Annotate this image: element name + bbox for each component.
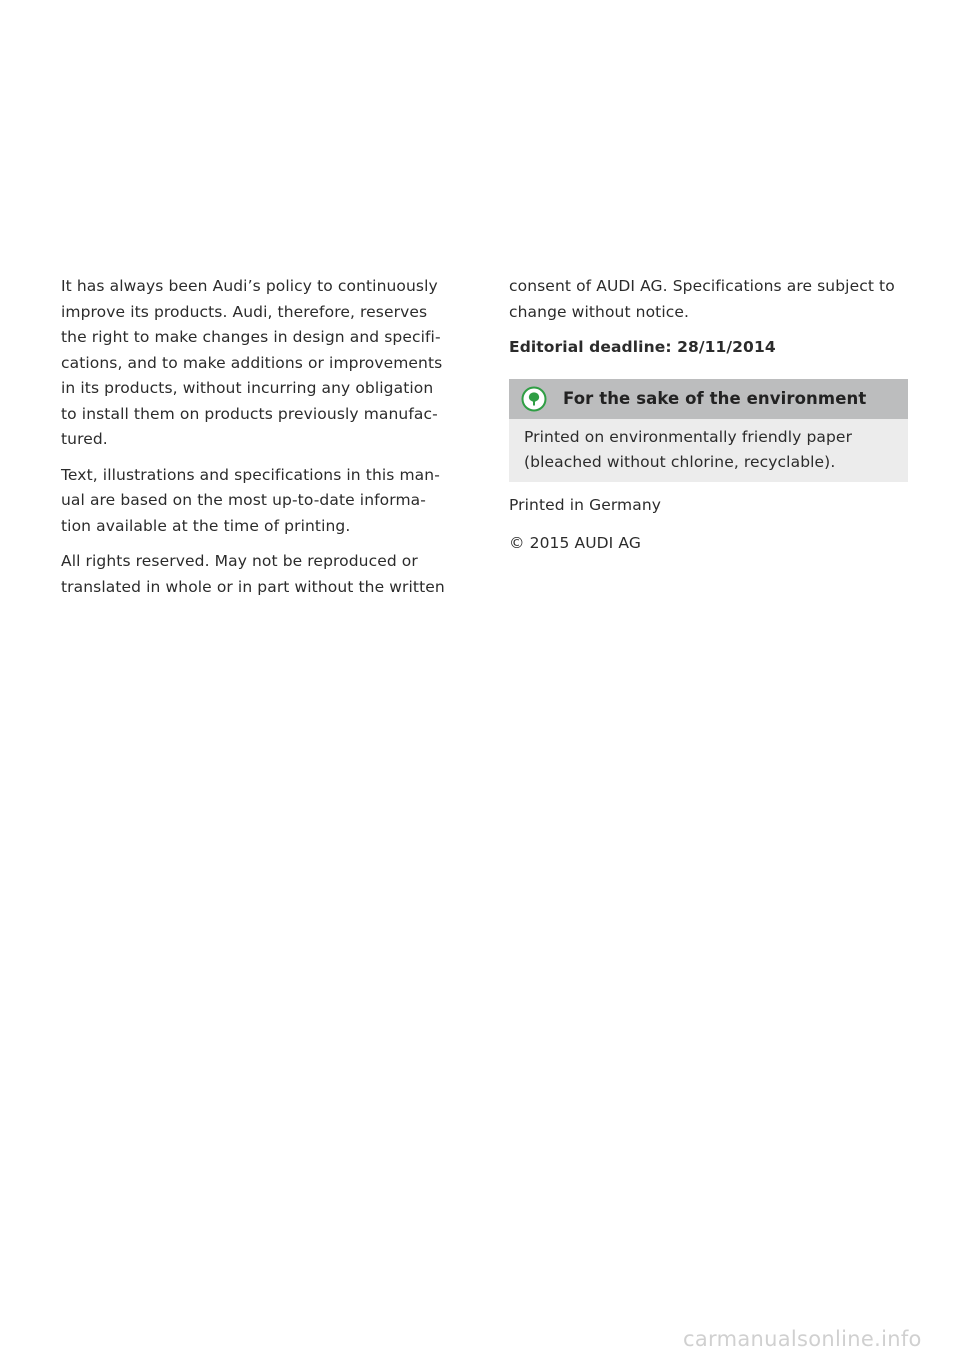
- tree-icon: [521, 386, 547, 412]
- text-line: All rights reserved. May not be reproduced or: [61, 552, 418, 570]
- left-column: [61, 274, 481, 610]
- text-line: translated in whole or in part without the written: [61, 577, 445, 596]
- environment-notice-body: [509, 419, 908, 482]
- policy-paragraph: [61, 274, 481, 453]
- right-column: [509, 274, 909, 570]
- text-line: in its products, without incurring any obligation: [61, 379, 434, 397]
- text-line: Text, illustrations and specifications in this man-: [61, 465, 440, 484]
- environment-notice-title: For the sake of the environment: [563, 388, 867, 408]
- text-line: tured.: [61, 430, 108, 448]
- printed-in: Printed in Germany: [509, 495, 662, 514]
- watermark: carmanualsonline.info: [683, 1327, 922, 1351]
- text-line: ual are based on the most up-to-date informa-: [61, 491, 426, 509]
- text-line: to install them on products previously manufac-: [61, 404, 438, 423]
- text-line: It has always been Audi’s policy to continuously: [61, 277, 438, 295]
- copyright: © 2015 AUDI AG: [509, 534, 641, 552]
- environment-notice-header: [509, 379, 908, 419]
- text-line: the right to make changes in design and specifi-: [61, 328, 441, 346]
- rights-paragraph: [61, 549, 481, 600]
- text-line: improve its products. Audi, therefore, reserves: [61, 302, 428, 321]
- environment-notice: [509, 379, 908, 482]
- editorial-deadline: Editorial deadline: 28/11/2014: [509, 338, 776, 356]
- text-line: tion available at the time of printing.: [61, 516, 351, 535]
- text-line: cations, and to make additions or improvements: [61, 353, 443, 372]
- consent-paragraph: [509, 274, 909, 325]
- specifications-paragraph: [61, 463, 481, 540]
- text-line: Printed on environmentally friendly paper: [524, 427, 853, 446]
- text-line: change without notice.: [509, 302, 690, 321]
- text-line: (bleached without chlorine, recyclable).: [524, 453, 836, 471]
- text-line: consent of AUDI AG. Specifications are subject to: [509, 277, 895, 295]
